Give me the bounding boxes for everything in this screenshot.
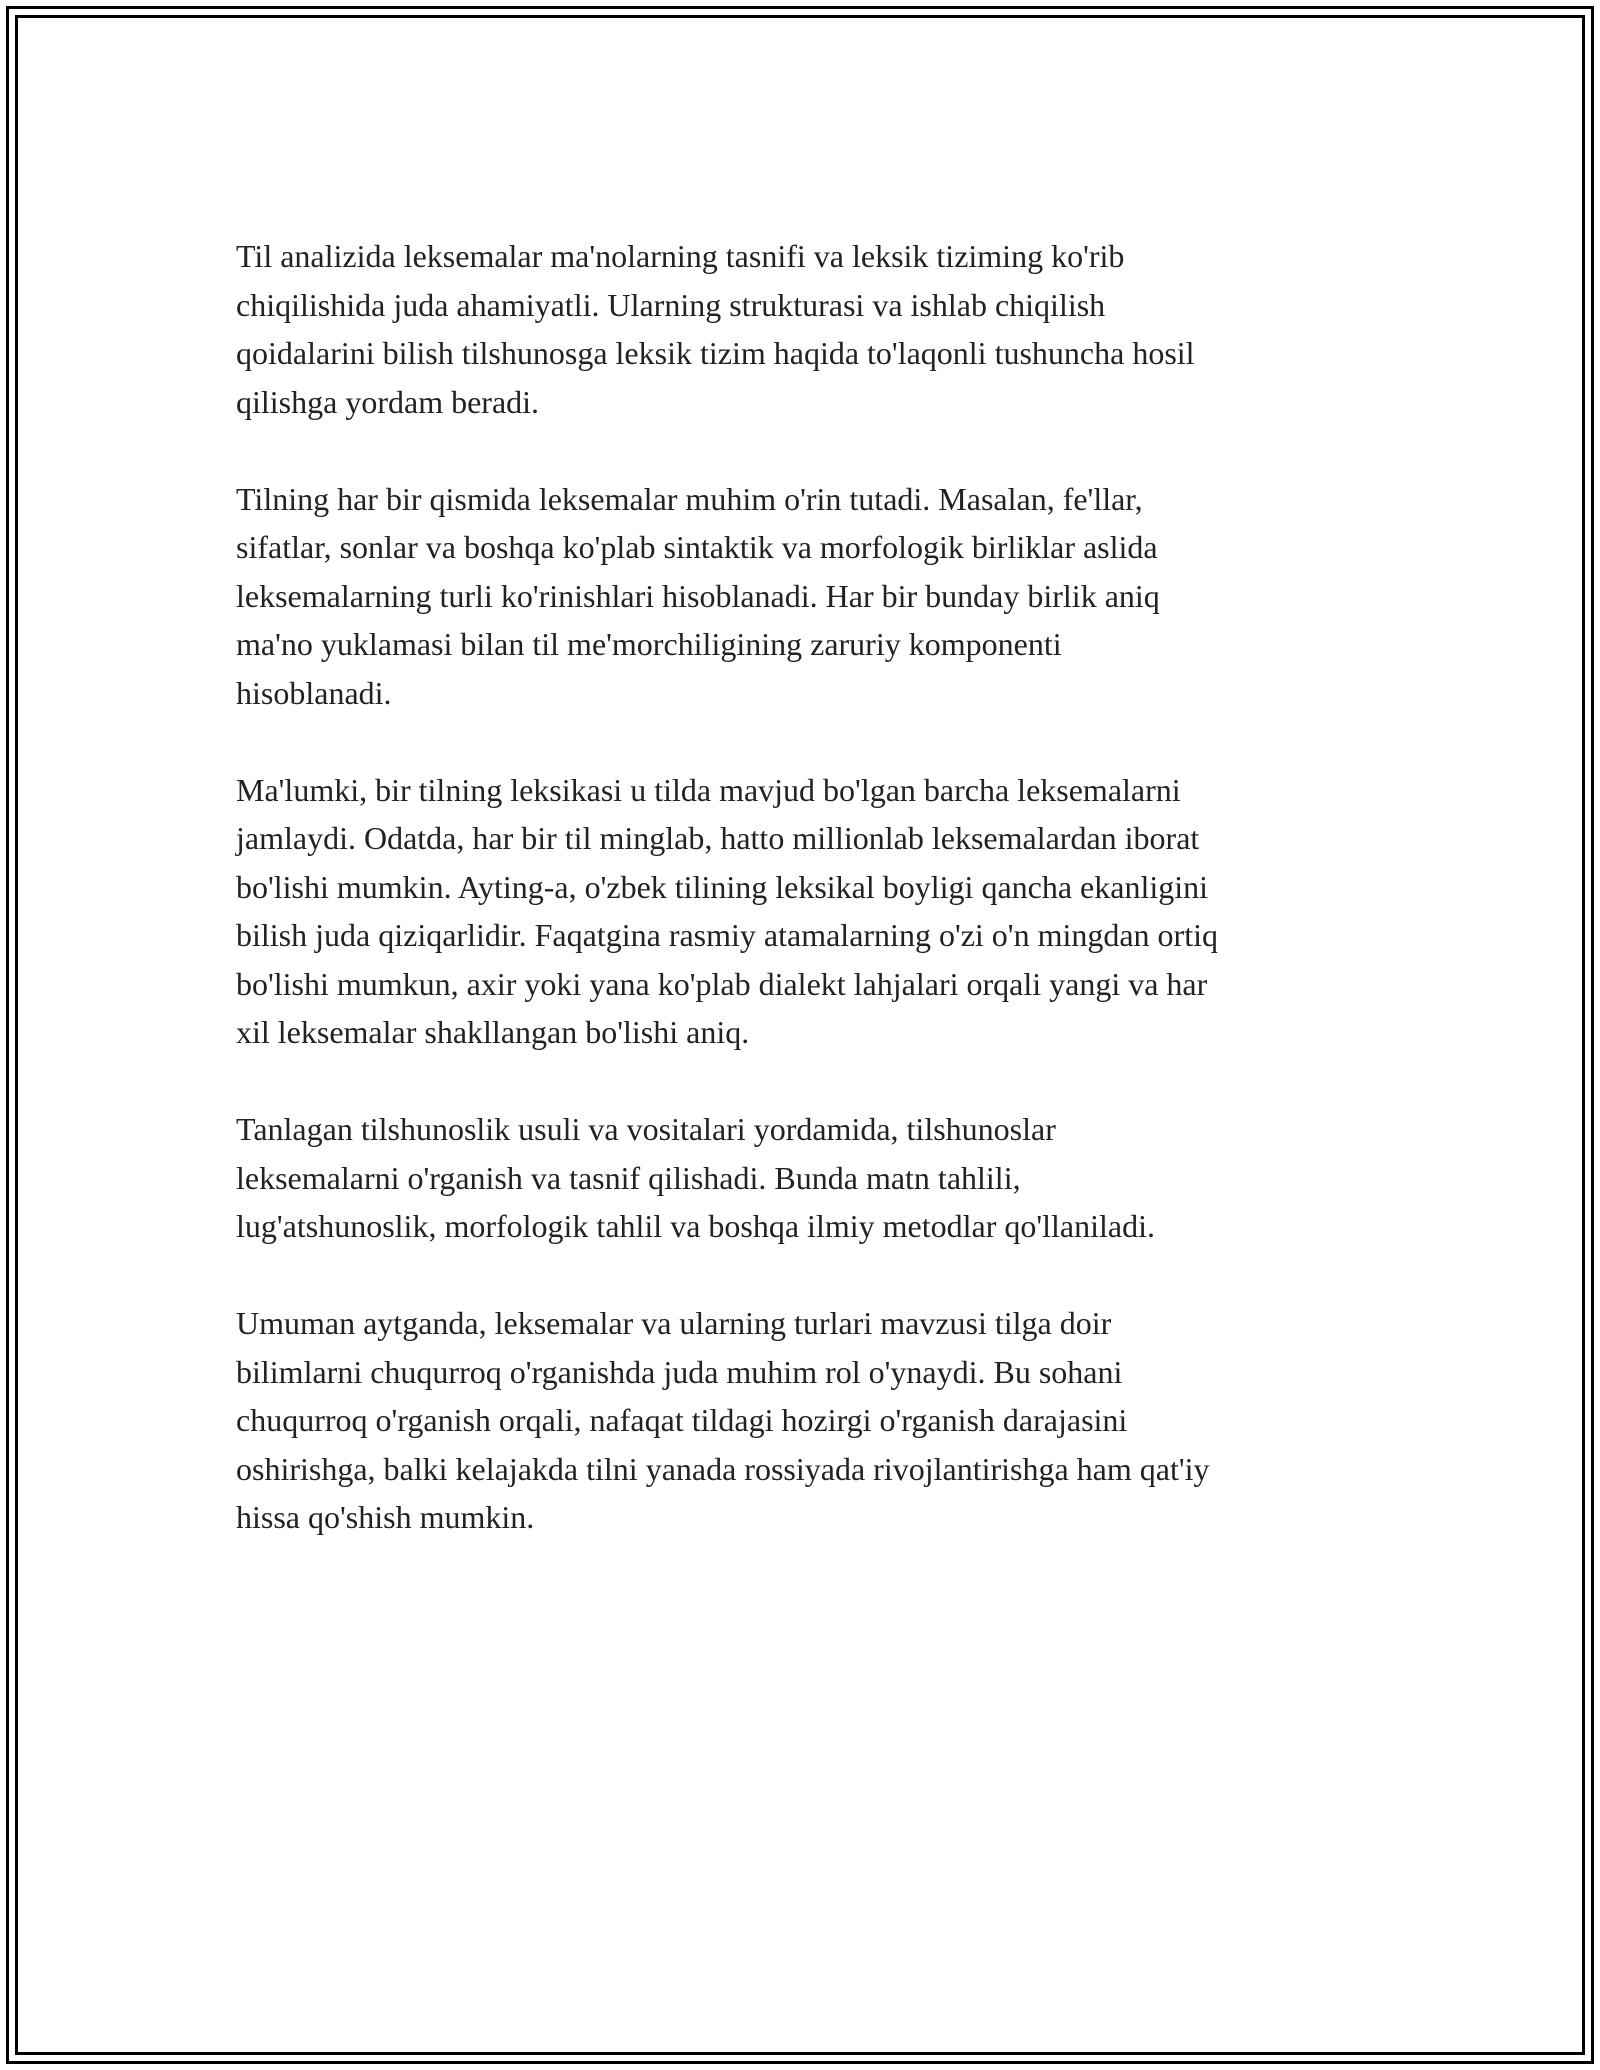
text-line: Ma'lumki, bir tilning leksikasi u tilda mavjud bo'lgan barcha leksemalarni: [236, 771, 1181, 808]
text-line: bo'lishi mumkun, axir yoki yana ko'plab dialekt lahjalari orqali yangi va har: [236, 965, 1208, 1002]
paragraph-2: [236, 475, 1376, 718]
text-line: Tilning har bir qismida leksemalar muhim o'rin tutadi. Masalan, fe'llar,: [236, 480, 1143, 517]
text-line: oshirishga, balki kelajakda tilni yanada rossiyada rivojlantirishga ham qat'iy: [236, 1450, 1210, 1487]
text-line: bo'lishi mumkin. Ayting-a, o'zbek tilining leksikal boyligi qancha ekanligini: [236, 868, 1209, 905]
paragraph-5: [236, 1299, 1376, 1542]
text-line: hisoblanadi.: [236, 674, 392, 711]
text-line: qoidalarini bilish tilshunosga leksik tizim haqida to'laqonli tushuncha hosil: [236, 335, 1195, 371]
document-body: [236, 232, 1376, 1590]
text-line: bilish juda qiziqarlidir. Faqatgina rasmiy atamalarning o'zi o'n mingdan ortiq: [236, 917, 1218, 953]
text-line: Umuman aytganda, leksemalar va ularning turlari mavzusi tilga doir: [236, 1305, 1112, 1341]
text-line: leksemalarni o'rganish va tasnif qilishadi. Bunda matn tahlili,: [236, 1159, 1021, 1196]
text-line: Tanlagan tilshunoslik usuli va vositalari yordamida, tilshunoslar: [236, 1111, 1056, 1147]
paragraph-3: [236, 766, 1376, 1057]
text-line: jamlaydi. Odatda, har bir til minglab, hatto millionlab leksemalardan iborat: [236, 820, 1200, 856]
text-line: ma'no yuklamasi bilan til me'morchiligining zaruriy komponenti: [236, 626, 1062, 662]
text-line: chiqilishida juda ahamiyatli. Ularning strukturasi va ishlab chiqilish: [236, 286, 1106, 323]
paragraph-4: [236, 1105, 1376, 1251]
text-line: qilishga yordam beradi.: [236, 383, 540, 420]
text-line: leksemalarning turli ko'rinishlari hisoblanadi. Har bir bunday birlik aniq: [236, 577, 1160, 614]
text-line: hissa qo'shish mumkin.: [236, 1499, 535, 1535]
text-line: bilimlarni chuqurroq o'rganishda juda muhim rol o'ynaydi. Bu sohani: [236, 1353, 1123, 1390]
text-line: chuqurroq o'rganish orqali, nafaqat tildagi hozirgi o'rganish darajasini: [236, 1402, 1128, 1438]
text-line: sifatlar, sonlar va boshqa ko'plab sintaktik va morfologik birliklar aslida: [236, 529, 1158, 565]
text-line: lug'atshunoslik, morfologik tahlil va boshqa ilmiy metodlar qo'llaniladi.: [236, 1208, 1155, 1244]
text-line: Til analizida leksemalar ma'nolarning tasnifi va leksik tiziming ko'rib: [236, 238, 1125, 274]
text-line: xil leksemalar shakllangan bo'lishi aniq.: [236, 1014, 750, 1050]
paragraph-1: [236, 232, 1376, 426]
